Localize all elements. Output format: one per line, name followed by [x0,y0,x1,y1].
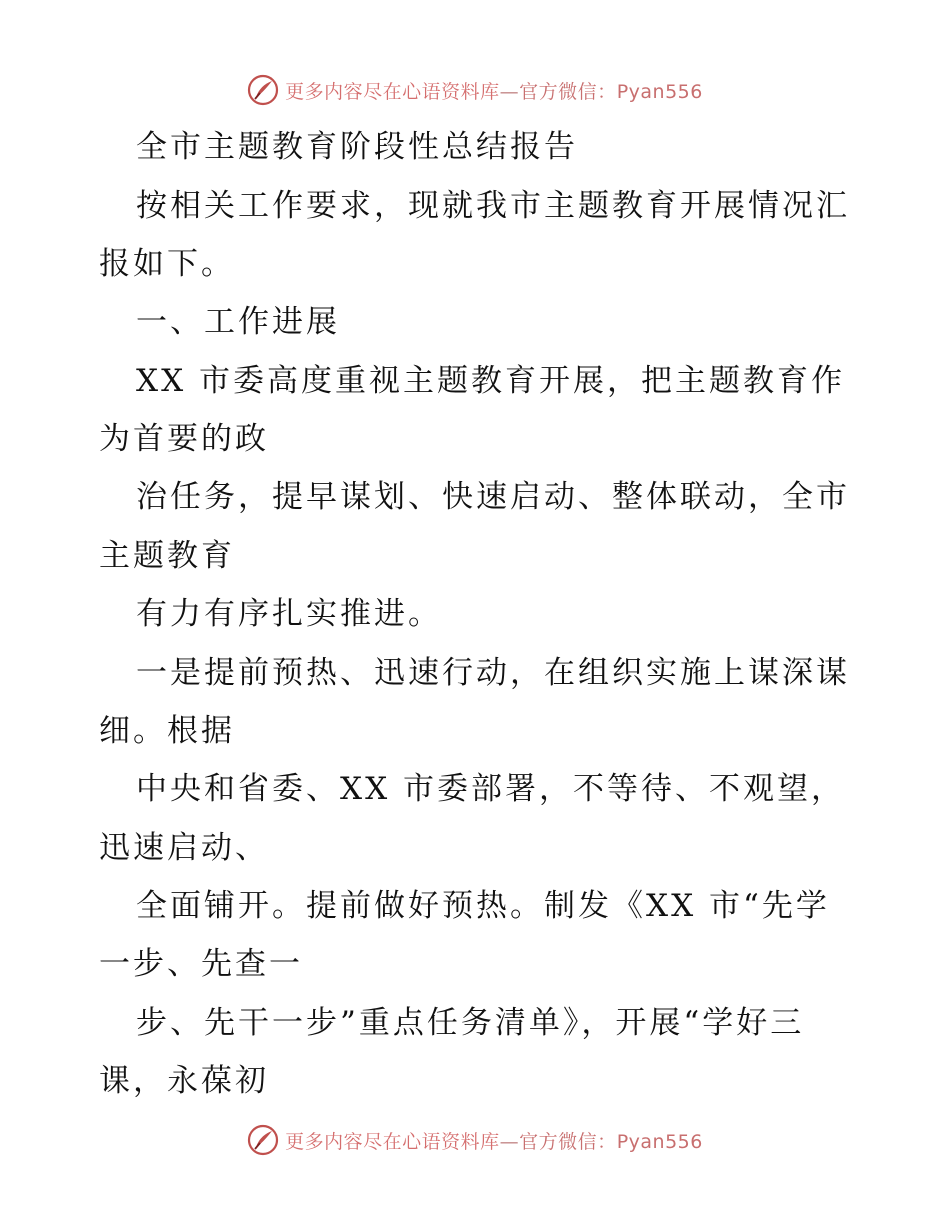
watermark-site-text: 更多内容尽在心语资料库 [285,80,500,103]
section-heading: 一、工作进展 [136,304,340,340]
watermark-wechat-id: Pyan556 [616,1130,703,1153]
watermark-wechat-id: Pyan556 [616,80,703,103]
paragraph-line: 报如下。 [99,246,235,282]
paragraph-line: 中央和省委、XX 市委部署，不等待、不观望， [136,771,845,807]
watermark-site-text: 更多内容尽在心语资料库 [285,1130,500,1153]
watermark-text [285,1127,703,1154]
paragraph-line: 全面铺开。提前做好预热。制发《XX 市“先学 [136,888,830,924]
watermark-wechat-label: 官方微信： [519,1130,617,1153]
paragraph-line: 一步、先查一 [99,946,303,982]
paragraph-line: 课，永葆初 [99,1063,269,1099]
watermark-separator: — [499,1130,520,1153]
watermark-wechat-label: 官方微信： [519,80,617,103]
paragraph-line: 步、先干一步”重点任务清单》，开展“学好三 [136,1005,805,1041]
paragraph-line: 细。根据 [99,713,235,749]
paragraph-line: 按相关工作要求，现就我市主题教育开展情况汇 [136,188,850,224]
paragraph-line: 主题教育 [99,538,235,574]
quill-logo-icon [247,1124,279,1156]
quill-logo-icon [247,74,279,106]
document-title: 全市主题教育阶段性总结报告 [136,129,578,165]
paragraph-line: 迅速启动、 [99,830,269,866]
watermark-banner-bottom [0,1120,950,1160]
watermark-text [285,77,703,104]
watermark-separator: — [499,80,520,103]
paragraph-line: XX 市委高度重视主题教育开展，把主题教育作 [136,363,845,399]
watermark-banner-top [0,70,950,110]
paragraph-line: 为首要的政 [99,421,269,457]
paragraph-line: 一是提前预热、迅速行动，在组织实施上谋深谋 [136,655,850,691]
paragraph-line: 有力有序扎实推进。 [136,596,442,632]
paragraph-line: 治任务，提早谋划、快速启动、整体联动，全市 [136,479,850,515]
